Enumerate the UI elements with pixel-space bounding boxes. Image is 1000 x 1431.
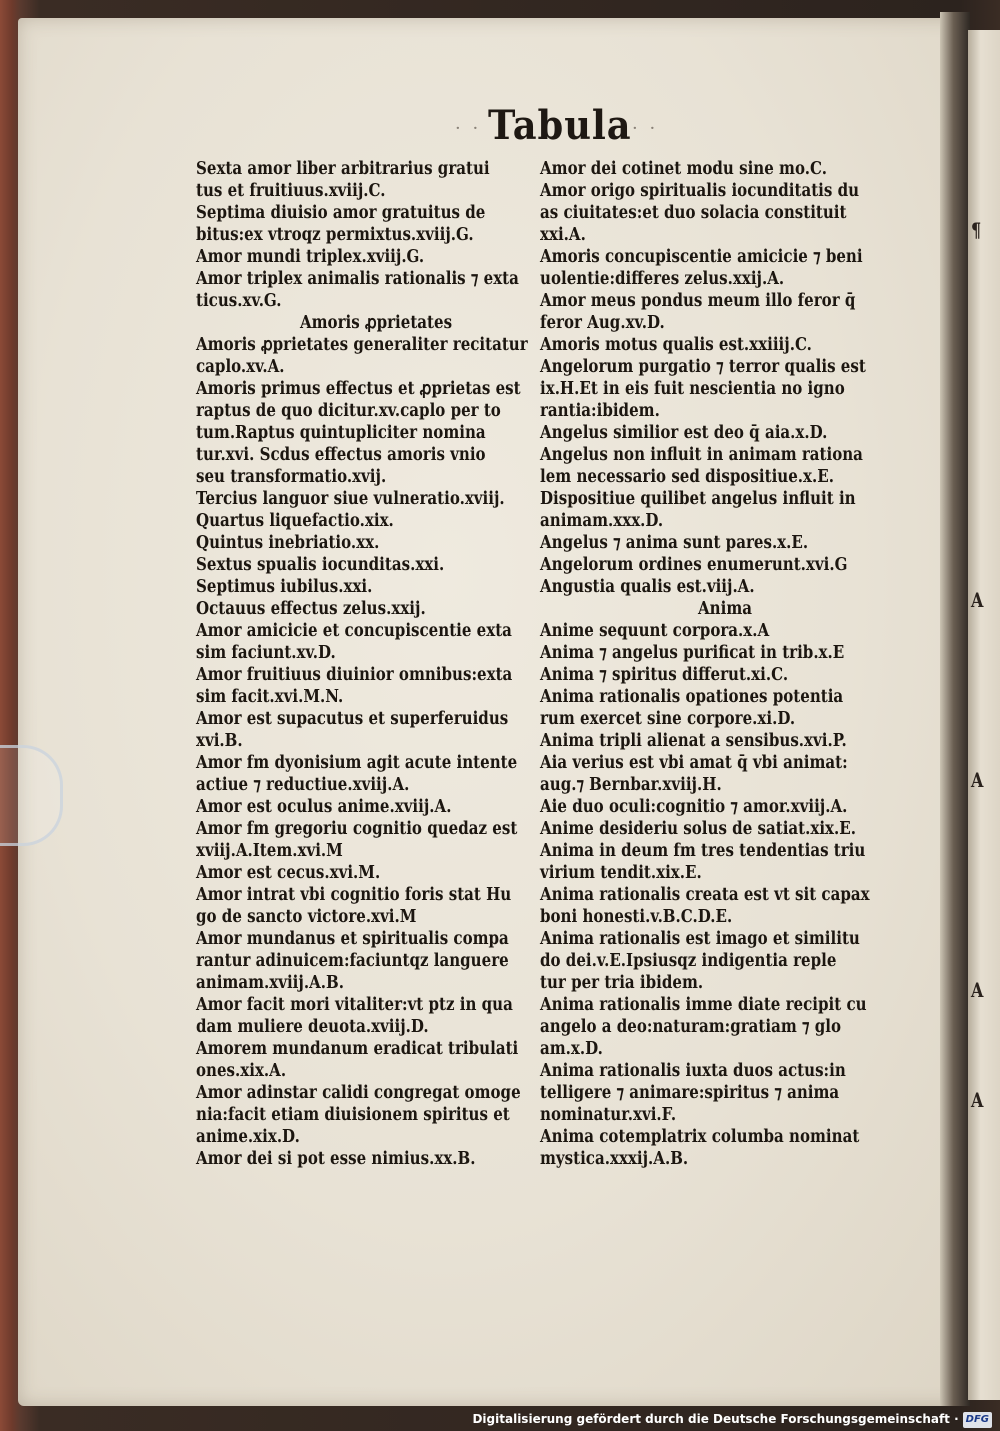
facing-page-bleed-text: A	[971, 1088, 984, 1112]
index-entry-line: Amoris ꝓprietates generaliter recitatur	[196, 335, 528, 355]
index-entry-line: Amor dei cotinet modu sine mo.C.	[540, 159, 827, 179]
index-entry-line: Anime desideriu solus de satiat.xix.E.	[540, 819, 856, 839]
index-entry-line: Amor est supacutus et superferuidus	[196, 709, 509, 729]
index-entry-line: tus et fruitiuus.xviij.C.	[196, 181, 386, 201]
index-entry-line: Sexta amor liber arbitrarius gratui	[196, 159, 490, 179]
index-entry-line: nia:facit etiam diuisionem spiritus et	[196, 1105, 510, 1125]
index-entry-line: Amoris concupiscentie amicicie ⁊ beni	[540, 247, 863, 267]
index-entry-line: Amor fruitiuus diuinior omnibus:exta	[196, 665, 513, 685]
index-entry-line: xvi.B.	[196, 731, 243, 751]
index-entry-line: sim faciunt.xv.D.	[196, 643, 336, 663]
index-entry-line: caplo.xv.A.	[196, 357, 285, 377]
index-entry-line: xxi.A.	[540, 225, 586, 245]
index-entry-line: sim facit.xvi.M.N.	[196, 687, 344, 707]
index-entry-line: ix.H.Et in eis fuit nescientia no igno	[540, 379, 845, 399]
index-entry-line: Anima ⁊ angelus purificat in trib.x.E	[540, 643, 845, 663]
index-entry-line: anime.xix.D.	[196, 1127, 300, 1147]
index-entry-line: Amor fm gregoriu cognitio quedaz est	[196, 819, 518, 839]
page-clip	[0, 745, 63, 846]
index-entry-line: Amor est oculus anime.xviij.A.	[196, 797, 452, 817]
index-entry-line: Angelorum ordines enumerunt.xvi.G	[540, 555, 848, 575]
index-entry-line: feror Aug.xv.D.	[540, 313, 665, 333]
index-entry-line: rantur adinuicem:faciuntqz languere	[196, 951, 509, 971]
index-entry-line: Amor est cecus.xvi.M.	[196, 863, 381, 883]
index-entry-line: Anima rationalis est imago et similitu	[540, 929, 860, 949]
index-entry-line: nominatur.xvi.F.	[540, 1105, 677, 1125]
index-entry-line: go de sancto victore.xvi.M	[196, 907, 417, 927]
index-entry-line: Anima	[697, 599, 753, 619]
index-entry-line: Amoris ꝓprietates	[299, 313, 453, 333]
index-entry-line: Amor fm dyonisium agit acute intente	[196, 753, 518, 773]
index-entry-line: Dispositiue quilibet angelus influit in	[540, 489, 856, 509]
index-entry-line: Sextus spualis iocunditas.xxi.	[196, 555, 445, 575]
book-gutter	[940, 12, 970, 1406]
index-entry-line: Amor adinstar calidi congregat omoge	[196, 1083, 521, 1103]
index-entry-line: Anima rationalis iuxta duos actus:in	[540, 1061, 846, 1081]
index-entry-line: Angelus ⁊ anima sunt pares.x.E.	[540, 533, 809, 553]
index-entry-line: tur per tria ibidem.	[540, 973, 704, 993]
index-entry-line: Amor facit mori vitaliter:vt ptz in qua	[196, 995, 513, 1015]
index-column-left	[196, 158, 556, 1170]
index-entry-line: animam.xxx.D.	[540, 511, 664, 531]
index-entry-line: Angelus non influit in animam rationa	[540, 445, 863, 465]
index-entry-line: as ciuitates:et duo solacia constituit	[540, 203, 847, 223]
index-entry-line: Anima tripli alienat a sensibus.xvi.P.	[540, 731, 847, 751]
index-entry-line: Tercius languor siue vulneratio.xviij.	[196, 489, 505, 509]
index-entry-line: animam.xviij.A.B.	[196, 973, 344, 993]
index-entry-line: Quintus inebriatio.xx.	[196, 533, 380, 553]
index-entry-line: Anima in deum fm tres tendentias triu	[540, 841, 866, 861]
index-entry-line: do dei.v.E.Ipsiusqz indigentia reple	[540, 951, 837, 971]
index-entry-line: am.x.D.	[540, 1039, 603, 1059]
index-entry-line: raptus de quo dicitur.xv.caplo per to	[196, 401, 501, 421]
index-entry-line: xviij.A.Item.xvi.M	[196, 841, 343, 861]
facing-page-bleed-text: ¶	[971, 218, 982, 242]
index-entry-line: uolentie:differes zelus.xxij.A.	[540, 269, 785, 289]
index-entry-line: dam muliere deuota.xviij.D.	[196, 1017, 429, 1037]
index-entry-line: Amor triplex animalis rationalis ⁊ exta	[196, 269, 519, 289]
index-entry-line: Amor meus pondus meum illo feror q̄	[540, 291, 856, 311]
index-entry-line: Angelorum purgatio ⁊ terror qualis est	[540, 357, 866, 377]
index-entry-line: Amor intrat vbi cognitio foris stat Hu	[196, 885, 512, 905]
index-entry-line: lem necessario sed dispositiue.x.E.	[540, 467, 834, 487]
index-entry-line: aug.⁊ Bernbar.xviij.H.	[540, 775, 722, 795]
index-entry-line: Anime sequunt corpora.x.A	[540, 621, 770, 641]
page-title: Tabula	[488, 102, 632, 149]
index-entry-line: Quartus liquefactio.xix.	[196, 511, 394, 531]
index-entry-line: Amor mundi triplex.xviij.G.	[196, 247, 425, 267]
index-entry-line: Anima rationalis creata est vt sit capax	[540, 885, 870, 905]
index-entry-line: actiue ⁊ reductiue.xviij.A.	[196, 775, 410, 795]
facing-page-edge	[968, 30, 1000, 1400]
facing-page-bleed-text: A	[971, 978, 984, 1002]
index-entry-line: Amoris motus qualis est.xxiiij.C.	[540, 335, 812, 355]
index-entry-line: Octauus effectus zelus.xxij.	[196, 599, 426, 619]
index-entry-line: rum exercet sine corpore.xi.D.	[540, 709, 796, 729]
index-entry-line: Anima rationalis opationes potentia	[540, 687, 844, 707]
index-entry-line: Anima cotemplatrix columba nominat	[540, 1127, 860, 1147]
index-entry-line: virium tendit.xix.E.	[540, 863, 702, 883]
index-entry-line: Septima diuisio amor gratuitus de	[196, 203, 486, 223]
index-entry-line: tur.xvi. Scdus effectus amoris vnio	[196, 445, 486, 465]
footer-text: Digitalisierung gefördert durch die Deutsche Forschungsgemeinschaft ·	[472, 1412, 959, 1426]
index-entry-line: Amor dei si pot esse nimius.xx.B.	[196, 1149, 476, 1169]
index-entry-line: ticus.xv.G.	[196, 291, 282, 311]
index-entry-line: Amor amicicie et concupiscentie exta	[196, 621, 512, 641]
index-entry-line: Aia verius est vbi amat q̄ vbi animat:	[540, 753, 848, 773]
index-entry-line: Angelus similior est deo q̄ aia.x.D.	[540, 423, 828, 443]
index-entry-line: Amor origo spiritualis iocunditatis du	[540, 181, 860, 201]
index-entry-line: mystica.xxxij.A.B.	[540, 1149, 689, 1169]
index-entry-line: Angustia qualis est.viij.A.	[540, 577, 755, 597]
index-entry-line: Anima rationalis imme diate recipit cu	[540, 995, 867, 1015]
ornament-dots: · ·	[632, 118, 659, 139]
index-column-right	[540, 158, 910, 1170]
index-entry-line: angelo a deo:naturam:gratiam ⁊ glo	[540, 1017, 842, 1037]
index-entry-line: Septimus iubilus.xxi.	[196, 577, 373, 597]
index-entry-line: ones.xix.A.	[196, 1061, 287, 1081]
index-entry-line: Anima ⁊ spiritus differut.xi.C.	[540, 665, 789, 685]
index-entry-line: Amoris primus effectus et ꝓprietas est	[196, 379, 521, 399]
index-entry-line: Amorem mundanum eradicat tribulati	[196, 1039, 519, 1059]
facing-page-bleed-text: A	[971, 768, 984, 792]
facing-page-bleed-text: A	[971, 588, 984, 612]
index-entry-line: tum.Raptus quintupliciter nomina	[196, 423, 486, 443]
ornament-dots: · ·	[455, 118, 482, 139]
index-entry-line: Aie duo oculi:cognitio ⁊ amor.xviij.A.	[540, 797, 848, 817]
index-entry-line: rantia:ibidem.	[540, 401, 660, 421]
index-entry-line: Amor mundanus et spiritualis compa	[196, 929, 509, 949]
index-entry-line: seu transformatio.xvij.	[196, 467, 387, 487]
index-entry-line: boni honesti.v.B.C.D.E.	[540, 907, 733, 927]
index-entry-line: bitus:ex vtroqz permixtus.xviij.G.	[196, 225, 474, 245]
dfg-logo: DFG	[963, 1412, 992, 1428]
digitization-footer	[472, 1411, 992, 1427]
index-entry-line: telligere ⁊ animare:spiritus ⁊ anima	[540, 1083, 840, 1103]
